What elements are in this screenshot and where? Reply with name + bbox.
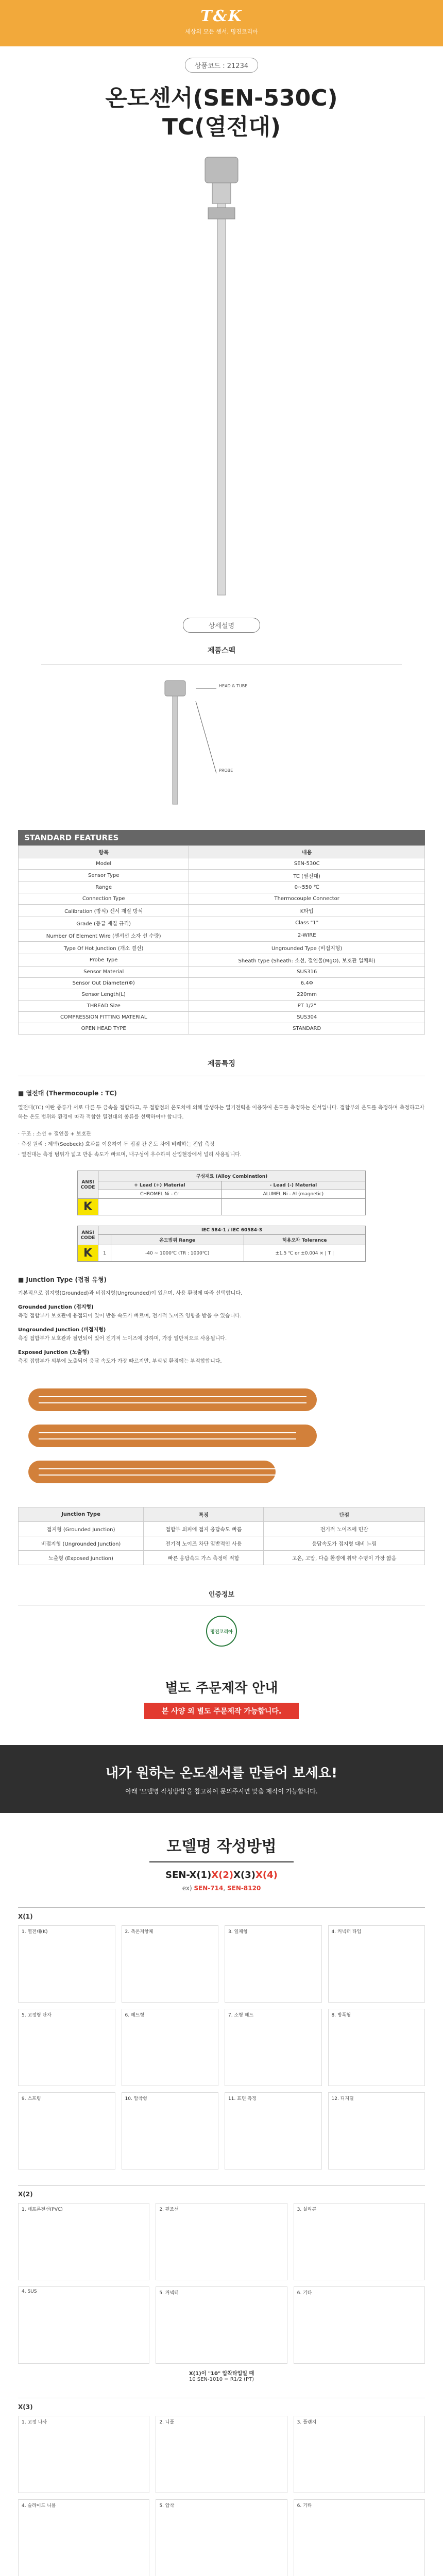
alloy-table: ANSI CODE 구성재료 (Alloy Combination) + Lead (+) Material - Lead (-) Material CHROMEL Ni - Cr ALUMEL Ni - Al (magnetic) K [77,1171,366,1215]
product-code: 상품코드 : 21234 [185,58,258,73]
model-code-format: SEN-X(1)X(2)X(3)X(4) [165,1870,278,1880]
spec-row: THREAD Size PT 1/2" [19,1001,425,1012]
type-k-badge: K [78,1199,98,1215]
tc-desc: 열전대(TC) 이란 종류가 서로 다른 두 금속을 접합하고, 두 접합점의 온도차에 의해 발생하는 열기전력을 이용하여 온도를 측정하는 센서입니다. 접합부의 온도를 측정하며 측정하고자 하는 온도 범위와 환경에 따라 적합한 열전대의 종류를 선택하여야 합니다. [18,1105,424,1120]
product-hero-image [0,152,443,605]
x2-option: 5. 커넥터 [156,2286,287,2364]
x2-note-title: X(1)이 "10" 압착타입일 때 [189,2371,254,2377]
junction-desc: 기본적으로 접지형(Grounded)과 비접지형(Ungrounded)이 있으며, 사용 환경에 따라 선택합니다. Grounded Junction (접지형) 측정 접합부가 보호관에 용접되어 있어 반응 속도가 빠르며, 전기적 노이즈 영향을 받을 수 있습니다. Ungrounded Junction (비접지형) 측정 접합부가 보호관과 절연되어 있어 전기적 노이즈에 강하며, 가장 일반적으로 사용됩니다. Exposed Junction (노출형) 측정 접합부가 외부에 노출되어 응답 속도가 가장 빠르지만, 부식성 환경에는 부적합합니다. [18,1291,243,1364]
brand-slogan: 세상의 모든 센서, 명진코리아 [185,28,258,35]
dim-label-head: HEAD & TUBE [219,684,248,688]
custom-order-banner: 본 사양 외 별도 주문제작 가능합니다. [144,1703,299,1719]
spec-heading: STANDARD FEATURES [18,830,425,845]
tc-list: · 구조 : 소선 + 절연물 + 보호관 · 측정 원리 : 제백(Seebeck) 효과를 이용하여 두 접점 간 온도 차에 비례하는 전압 측정 · 열전대는 측정 범위가 넓고 반응 속도가 빠르며, 내구성이 우수하여 산업현장에서 널리 사용됩니다. [18,1131,242,1158]
tc-title: ■ 열전대 (Thermocouple : TC) [18,1090,117,1097]
spec-row: Range 0~550 ℃ [19,882,425,893]
x1-option: 6. 헤드형 [122,2009,219,2086]
x1-option: 4. 커넥터 타입 [328,1925,425,2003]
x1-option: 7. 소형 헤드 [225,2009,322,2086]
x2-section: X(2) 1. 테프론전선(PVC) 2. 편조선 3. 실리콘 4. SUS 5. 커넥터 6. 기타 X(1)이 "10" 압착타입일 때 10 SEN-1010 = R1/2 (PT) [18,2185,425,2382]
custom-order-title: 별도 주문제작 안내 [165,1681,278,1696]
model-guide-title: 모델명 작성방법 [166,1838,277,1856]
brand-logo: T&K [200,7,243,25]
brand-header [0,0,443,46]
x3-option: 1. 고정 나사 [18,2416,149,2493]
x1-option: 10. 압착형 [122,2092,219,2170]
x2-option: 6. 기타 [294,2286,425,2364]
x1-option: 3. 일체형 [225,1925,322,2003]
x3-option: 5. 압착 [156,2499,287,2576]
x1-option: 11. 표면 측정 [225,2092,322,2170]
spec-row: Probe Type Sheath type (Sheath: 소선, 절연물(MgO), 보호관 일체화) [19,954,425,967]
feature-heading: 제품특징 [207,1060,236,1068]
spec-row: Sensor Out Diameter(Φ) 6.4Φ [19,978,425,989]
x1-option: 12. 디지털 [328,2092,425,2170]
spec-row: Sensor Type TC (열전대) [19,870,425,882]
spec-row: Number Of Element Wire (센서선 소자 선 수량) 2-WIRE [19,929,425,942]
x1-option: 2. 측온저항체 [122,1925,219,2003]
cert-logo: 명진코리아 [206,1616,237,1647]
junction-row: 비접지형 (Ungrounded Junction) 전기적 노이즈 차단 일반적인 사용 응답속도가 접지형 대비 느림 [19,1536,425,1551]
x1-option: 5. 고정형 단자 [18,2009,115,2086]
spec-row: Connection Type Thermocouple Connector [19,893,425,905]
x3-option: 2. 니플 [156,2416,287,2493]
x3-option: 3. 플랜지 [294,2416,425,2493]
model-example: ex) SEN-714, SEN-8120 [182,1885,261,1892]
spec-row: OPEN HEAD TYPE STANDARD [19,1023,425,1035]
detail-pill: 상세설명 [183,618,260,633]
x2-note-body: 10 SEN-1010 = R1/2 (PT) [189,2377,254,2382]
tolerance-table: ANSI CODE IEC 584-1 / IEC 60584-3 온도범위 Range 허용오차 Tolerance K 1 -40 ~ 1000℃ (TR : 1000℃) ±1.5 ℃ or ±0.004 × | T | [77,1226,366,1262]
spec-row: Type Of Hot Junction (개소 결선) Ungrounded Type (비접지형) [19,942,425,954]
spec-row: Grade (등급 재질 규격) Class "1" [19,917,425,929]
x2-option: 4. SUS [18,2286,149,2364]
junction-row: 접지형 (Grounded Junction) 접합부 외피에 접지 응답속도 빠름 전기적 노이즈에 민감 [19,1522,425,1536]
junction-title: ■ Junction Type (접점 유형) [18,1276,107,1283]
x3-option: 6. 기타 [294,2499,425,2576]
spec-row: Sensor Material SUS316 [19,967,425,978]
custom-promo: 내가 원하는 온도센서를 만들어 보세요! 아래 '모델명 작성방법'을 참고하여 문의주시면 맞춤 제작이 가능합니다. [0,1745,443,1813]
junction-illustration [18,1378,425,1497]
x1-option: 8. 방폭형 [328,2009,425,2086]
x2-option: 3. 실리콘 [294,2203,425,2280]
x1-option: 9. 스프링 [18,2092,115,2170]
product-title: 온도센서(SEN-530C) TC(열전대) [105,85,338,140]
spec-row: Model SEN-530C [19,858,425,870]
x3-section: X(3) 1. 고정 나사 2. 니플 3. 플랜지 4. 슬라이드 니플 5. 압착 6. 기타 [18,2398,425,2576]
x2-option: 2. 편조선 [156,2203,287,2280]
spec-row: Calibration (방식) 센서 재질 방식 K타입 [19,905,425,917]
spec-row: Sensor Length(L) 220mm [19,989,425,1001]
dimension-drawing [0,670,443,815]
x1-option: 1. 열전대(K) [18,1925,115,2003]
thread-fitting [208,208,235,219]
cert-heading: 인증정보 [208,1591,235,1599]
dim-label-probe: PROBE [219,768,233,773]
x2-option: 1. 테프론전선(PVC) [18,2203,149,2280]
x1-section: X(1) 1. 열전대(K) 2. 측온저항체 3. 일체형 4. 커넥터 타입 5. 고정형 단자 6. 헤드형 7. 소형 헤드 8. 방폭형 9. 스프링 10. 압착형 11. 표면 측정 12. 디지털 [18,1907,425,2170]
product-photo-heading: 제품스펙 [207,647,236,655]
x3-option: 4. 슬라이드 니플 [18,2499,149,2576]
sensor-head [205,157,238,183]
spec-table: 항목 내용 Model SEN-530C Sensor Type TC (열전대) Range 0~550 ℃ Connection Type Thermocouple Connector Calibration (방식) 센서 재질 방식 K타입 Grade (등급 재질 규격) Class "1" Number Of Element Wire (센서선 소자 선 수량) 2-WIRE Type Of Hot Junction (개소 결선) Ungrounded Type (비접지형) Probe Type Sheath type (Sheath: 소선, 절연물(MgO), 보호관 일체화) Sensor Material SUS316 Sensor Out Diameter(Φ) 6.4Φ Sensor Length(L) 220mm THREAD Size PT 1/2" COMPRESSION FITTING MATERIAL SUS304 OPEN HEAD TYPE STANDARD [18,845,425,1035]
junction-table: Junction Type 특징 단점 접지형 (Grounded Junction) 접합부 외피에 접지 응답속도 빠름 전기적 노이즈에 민감 비접지형 (Ungrounded Junction) 전기적 노이즈 차단 일반적인 사용 응답속도가 접지형 대비 느림 노출형 (Exposed Junction) 빠른 응답속도 가스 측정에 적합 고온, 고압, 다습 환경에 취약 수명이 가장 짧음 [18,1507,425,1565]
spec-row: COMPRESSION FITTING MATERIAL SUS304 [19,1012,425,1023]
junction-row: 노출형 (Exposed Junction) 빠른 응답속도 가스 측정에 적합 고온, 고압, 다습 환경에 취약 수명이 가장 짧음 [19,1551,425,1565]
